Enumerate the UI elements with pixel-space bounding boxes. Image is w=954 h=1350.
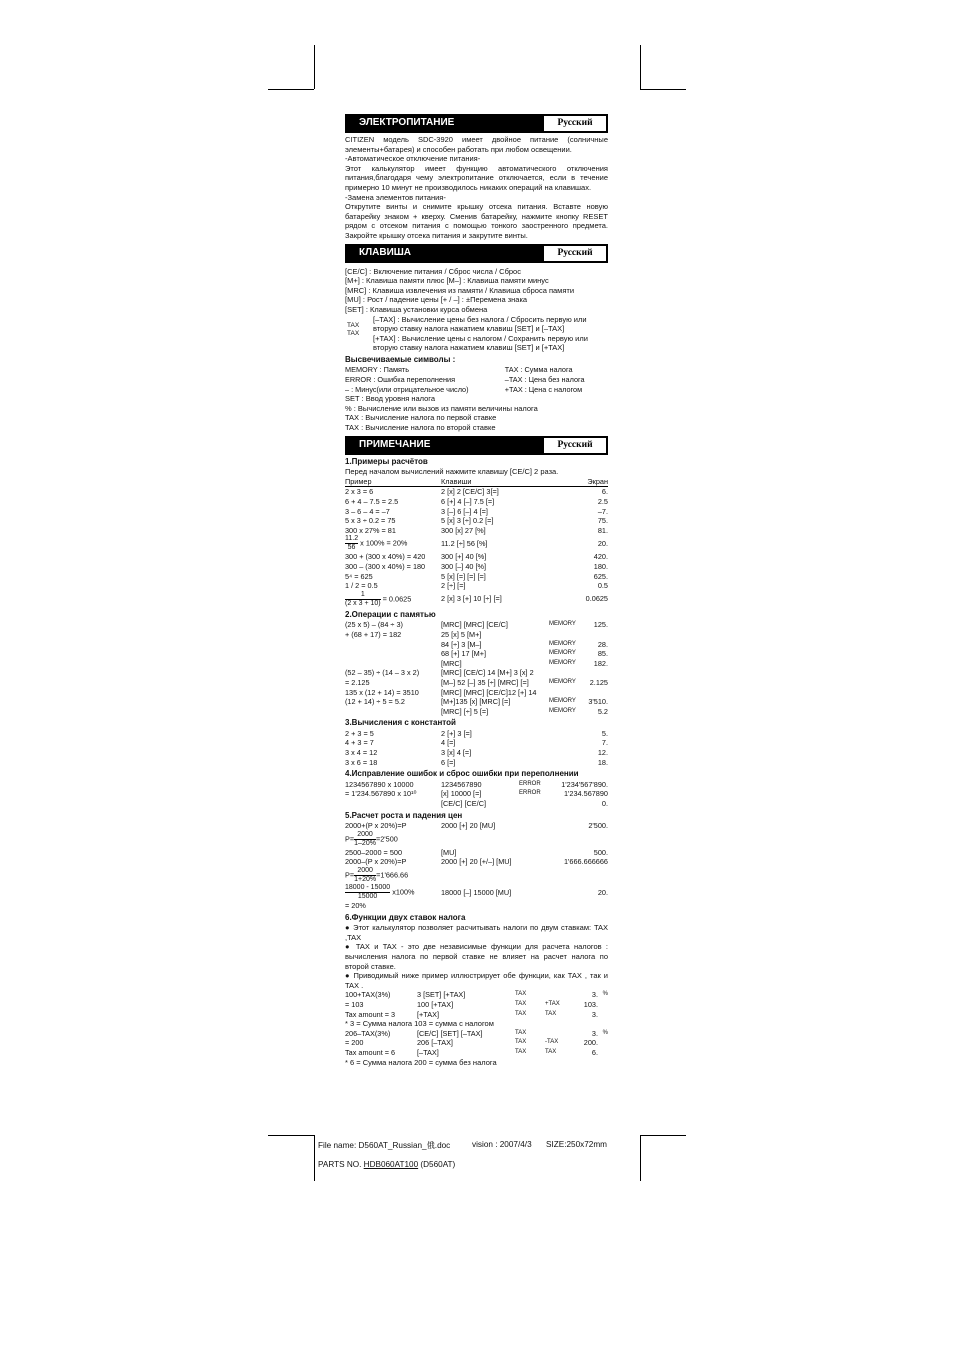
keys: 2000 [+] 20 [+/–] [MU] [441,857,512,867]
table-row [345,821,608,831]
tax-table [345,990,608,1019]
percent-sign [598,1000,608,1010]
table-row [345,497,608,507]
fraction-numerator: 2000 [357,830,373,838]
expression: (52 – 35) ÷ (14 – 3 x 2) [345,668,420,678]
keys: [MRC] [441,658,462,668]
expression: 206–TAX(3%) [345,1028,391,1038]
table-row [345,707,608,717]
table-row [345,535,608,552]
indicator: +TAX [545,1000,560,1007]
table-row [345,867,608,884]
table-row [345,649,608,659]
key-desc: [M+] : Клавиша памяти плюс [M–] : Клавиша памяти минус [345,276,549,286]
expression: (12 + 14) ÷ 5 = 5.2 [345,697,405,707]
expression: 300 x 27% = 81 [345,525,396,535]
percent-sign: % [602,991,608,998]
keys: [CE/C] [CE/C] [441,799,487,809]
markup-table [345,821,608,910]
keys: 100 [+TAX] [417,999,454,1009]
section-title: ПРИМЕЧАНИЕ [359,438,431,450]
expression: x 100% = 20% [360,538,408,548]
indicator: TAX [515,1010,527,1017]
display: 0.0625 [585,594,608,604]
key-desc: вторую ставку налога нажатием клавиш [SET] и [+TAX] [373,343,565,353]
key-desc: [SET] : Клавиша установки курса обмена [345,304,488,314]
indicator: MEMORY [549,698,576,705]
table-row [345,780,608,790]
table-row [345,678,608,688]
keys: 68 [+] 17 [M+] [441,649,487,659]
keys: 300 [x] 27 [%] [441,525,486,535]
crop-mark-tr-h [640,89,686,90]
fraction-denominator: 1–20% [354,839,376,847]
table-row [345,1000,608,1010]
keys: [MU] [441,847,457,857]
symbol-desc: –TAX : Цена без налога [504,375,585,385]
tax-label: TAX [347,329,360,337]
table-row [345,799,608,809]
indicator [519,799,547,809]
expression: 1 / 2 = 0.5 [345,581,378,591]
table-row [345,516,608,526]
indicator: MEMORY [549,707,576,714]
section-header-keys [345,244,608,263]
table-row [345,507,608,517]
section-title: ЭЛЕКТРОПИТАНИЕ [359,117,455,128]
indicator: MEMORY [549,659,576,666]
indicator: -TAX [545,1039,559,1046]
expression: 100+TAX(3%) [345,990,391,1000]
expression: Tax amount = 6 [345,1047,396,1057]
symbol-desc: +TAX : Цена с налогом [504,384,583,394]
example-heading: 2.Операции с памятью [345,609,436,619]
expression: 6 + 4 – 7.5 = 2.5 [345,497,399,506]
indicator: MEMORY [549,621,576,628]
table-row [345,591,608,608]
language-label: Русский [543,115,607,132]
power-paragraph: Открутите винты и снимите крышку отсека питания. Вставте новую батарейку знаком + кверху. Сменив батарейку, нажмите кнопку RESET рядом с отсеком питания с помощью тонкого заостренного предмета. Закройте крышку отсека питания и закрутите винты. [345,202,608,240]
fraction [345,535,358,552]
table-row [345,688,608,698]
expression: 3 x 6 = 18 [345,757,378,767]
table-row [345,659,608,669]
table-row [345,552,608,562]
crop-mark-tl-v [314,45,315,89]
symbol-desc: SET : Ввод уровня налога [345,394,436,404]
expression: P= [345,834,355,844]
keys: 11.2 [÷] 56 [%] [441,539,488,549]
display: 20. [597,887,608,897]
keys: 6 [+] 4 [–] 7.5 [=] [441,497,495,506]
table-row [345,581,608,591]
table-row [345,901,608,911]
table-row [345,729,608,739]
expression: 4 + 3 = 7 [345,738,374,748]
key-desc: [–TAX] : Вычисление цены без налога / Сбросить первую или [373,314,587,324]
keys: 84 [÷] 3 [M–] [441,639,482,649]
display: 420. [593,552,608,562]
fraction-denominator: 15000 [345,892,390,901]
indicator: TAX [515,1039,527,1046]
expression: = 20% [345,901,366,910]
keys: 2 [+] 3 [=] [441,728,472,738]
fraction-numerator: 1 [360,590,365,598]
display: 28. [597,639,608,649]
indicator: TAX [515,1029,527,1036]
indicator: MEMORY [549,650,576,657]
table-row [345,990,608,1000]
expression: = 2.125 [345,677,370,687]
table-row [345,640,608,650]
keys: 206 [–TAX] [417,1038,453,1048]
symbols-table [345,365,608,394]
indicator [549,668,583,678]
examples-rows [345,552,608,590]
expression: 1234567890 x 10000 [345,779,414,789]
column-header: Экран [563,477,608,487]
example-heading: 3.Вычисления с константой [345,718,456,728]
keys: [MRC] [MRC] [CE/C] [441,620,508,630]
display: 85. [597,649,608,659]
expression: = 0.0625 [382,594,412,604]
expression [345,649,441,659]
tax-table [345,1029,608,1058]
display [583,668,608,678]
keys: [x] 10000 [=] [441,789,482,799]
example-heading: 1.Примеры расчётов [345,456,428,466]
fraction-numerator: 11.2 [345,535,359,543]
table-row [345,526,608,536]
keys: 1234567890 [441,779,482,789]
memory-table [345,620,608,716]
display: 5.2 [597,706,608,716]
keys: [M+]135 [x] [MRC] [=] [441,697,511,707]
language-label: Русский [543,437,607,454]
key-desc: [CE/C] : Включение питания / Сброс числа / Сброс [345,266,521,276]
indicator [549,630,583,640]
display [583,630,608,640]
key-desc: [MU] : Рост / падение цены [+ / –] : ±Перемена знака [345,295,528,305]
display: 3. [591,990,598,1000]
tax-key-group [345,315,608,353]
table-row [345,1010,608,1020]
display: 12. [597,748,608,758]
power-paragraph: CITIZEN модель SDC-3920 имеет двойное питание (солничные элементы+батарея) и способен работать при любом освещении. [345,135,608,154]
indicator: MEMORY [549,678,576,685]
indicator [545,990,575,1000]
footer-size: SIZE:250x72mm [546,1140,607,1149]
keys: 2 [÷] [=] [441,581,466,591]
display: 2.125 [589,677,608,687]
crop-mark-br-v [640,1135,641,1181]
keys: 18000 [–] 15000 [MU] [441,887,512,897]
footer-file: File name: D560AT_Russian_俄.doc [318,1141,451,1150]
display: 6. [601,487,608,497]
display: 125. [593,620,608,630]
display: 2.5 [597,497,608,506]
expression: x100% [392,887,415,897]
keys: [MRC] [CE/C] 14 [M+] 3 [x] 2 [441,668,534,678]
table-row [345,620,608,630]
power-paragraph: Этот калькулятор имеет функцию автоматического отключения питания,благодаря чему электропитание отключается, если в течение примерно 10 минут не производилось никаких операций на клавишах. [345,163,608,192]
expression: 2000–(P x 20%)=P [345,857,407,867]
examples-rows [345,487,608,535]
expression [345,640,441,650]
table-row [345,738,608,748]
display: 0.5 [597,581,608,591]
percent-sign [598,1038,608,1048]
keys: 300 [–] 40 [%] [441,561,487,571]
display [583,688,608,698]
table-row [345,562,608,572]
language-label: Русский [543,245,607,262]
percent-sign [598,1010,608,1020]
expression: 2 + 3 = 5 [345,728,374,738]
display: 7. [601,738,608,748]
display: 75. [597,516,608,526]
display: 3. [591,1009,598,1019]
display: 0. [601,799,608,809]
table-row [345,758,608,768]
examples-table [345,477,608,608]
expression: 300 + (300 x 40%) = 420 [345,552,426,562]
indicator: TAX [515,991,527,998]
indicator: MEMORY [549,640,576,647]
expression: 5⁴ = 625 [345,571,373,581]
example-heading: 5.Расчет роста и падения цен [345,810,463,820]
expression: 3 – 6 – 4 = –7 [345,506,390,516]
display: 500. [593,847,608,857]
crop-mark-bl-v [314,1135,315,1181]
expression: 135 x (12 + 14) = 3510 [345,687,419,697]
keys: 25 [x] 5 [M+] [441,629,482,639]
section-header-power [345,114,608,133]
symbol-desc: – : Минус(или отрицательное число) [345,384,469,394]
keys: 2 [x] 3 [+] 10 [÷] [=] [441,594,502,604]
parts-label: PARTS NO. [318,1160,362,1169]
table-row [345,630,608,640]
table-row [345,697,608,707]
keys: 4 [=] [441,738,456,748]
display: 18. [597,757,608,767]
key-desc: [MRC] : Клавиша извлечения из памяти / Клавиша сброса памяти [345,285,575,295]
expression [345,707,441,717]
expression: = 103 [345,999,364,1009]
display: 1'666.666666 [563,857,608,867]
keys: [+TAX] [417,1009,439,1019]
keys: [M–] 52 [–] 35 [÷] [MRC] [=] [441,677,529,687]
keys: 3 [x] 4 [=] [441,748,472,758]
expression: =2'500 [375,834,398,844]
expression: = 1'234.567890 x 10¹⁰ [345,789,417,799]
indicator [549,688,583,698]
table-row [345,1029,608,1039]
indicator [545,1029,575,1039]
table-row [345,1048,608,1058]
table-row [345,857,608,867]
display: 2'500. [588,821,608,831]
indicator: TAX [545,1010,557,1017]
indicator: ERROR [519,780,541,787]
table-row [345,668,608,678]
table-row [345,572,608,582]
keys: 3 [SET] [+TAX] [417,990,466,1000]
expression: 2500–2000 = 500 [345,847,403,857]
key-desc: [+TAX] : Вычисление цены с налогом / Сохранить первую или [373,333,588,343]
display: 5. [601,728,608,738]
key-desc: вторую ставку налога нажатием клавиш [SET] и [–TAX] [373,324,565,334]
expression [345,659,441,669]
tax-label: TAX [347,321,360,329]
display: 103. [583,999,598,1009]
display: 1'234.567890 [563,789,608,799]
tax-bullet: ● Приводимый ниже пример иллюстрирует обе функции, как TAX , так и TAX . [345,971,608,990]
parts-model: (D560AT) [420,1160,456,1169]
display: 6. [591,1047,598,1057]
expression: = 200 [345,1038,364,1048]
expression: P= [345,870,355,880]
symbol-desc: TAX : Вычисление налога по второй ставке [345,423,496,433]
expression: + (68 + 17) = 182 [345,629,402,639]
symbol-desc: MEMORY : Память [345,365,410,375]
indicator: TAX [515,1000,527,1007]
keys: 3 [–] 6 [–] 4 [=] [441,506,488,516]
table-row [345,831,608,848]
column-header: Пример [345,477,441,487]
table-row [345,748,608,758]
fraction-denominator: 56 [345,543,358,552]
display: 180. [593,561,608,571]
crop-mark-br-h [640,1135,686,1136]
column-header: Клавиши [441,477,563,487]
footer-parts [318,1160,455,1169]
constant-table [345,729,608,767]
example-heading: 6.Функции двух ставок налога [345,912,466,922]
error-table [345,780,608,809]
table-row [345,884,608,901]
fraction-denominator: 1+20% [354,876,377,883]
display: 3'510. [588,697,608,707]
display: 625. [593,571,608,581]
expression: 2 x 3 = 6 [345,487,374,497]
fraction [354,831,376,848]
percent-sign [598,1048,608,1058]
display: 20. [597,539,608,549]
fraction [345,591,381,608]
crop-mark-bl-h [268,1135,314,1136]
keys: [MRC] [MRC] [CE/C]12 [+] 14 [441,687,537,697]
expression: =1'666.66 [376,870,409,880]
crop-mark-tr-v [640,45,641,89]
display: 182. [593,658,608,668]
symbol-desc: TAX : Сумма налога [504,365,573,375]
keys: 2 [x] 2 [CE/C] 3[=] [441,487,499,497]
keys: [CE/C] [SET] [–TAX] [417,1028,483,1038]
expression: Tax amount = 3 [345,1009,396,1019]
table-row [345,487,608,497]
table-row [345,789,608,799]
power-subheading: -Замена элементов питания- [345,192,446,202]
crop-mark-tl-h [268,89,314,90]
tax-note: * 6 = Сумма налога 200 = сумма без налога [345,1057,497,1067]
display: 1'234'567'890. [561,779,608,789]
symbols-heading: Высвечиваемые символы : [345,354,456,364]
fraction-denominator: (2 x 3 + 10) [345,599,381,607]
table-row [345,848,608,858]
display: 3. [591,1028,598,1038]
section-header-notes [345,436,608,455]
percent-sign: % [602,1029,608,1036]
example-intro: Перед началом вычислений нажмите клавишу [CE/C] 2 раза. [345,467,559,477]
keys: 6 [=] [441,757,456,767]
indicator: ERROR [519,790,541,797]
power-subheading: -Автоматическое отключение питания- [345,154,481,164]
keys: 5 [x] [=] [=] [=] [441,571,486,581]
display: –7. [597,506,608,516]
fraction [345,884,390,901]
fraction-numerator: 2000 [357,867,373,874]
keys: [MRC] [÷] 5 [=] [441,706,489,716]
fraction [354,867,376,884]
expression: 300 – (300 x 40%) = 180 [345,561,426,571]
expression: 2000+(P x 20%)=P [345,821,407,831]
parts-number: HDB060AT100 [363,1160,419,1169]
keys: 5 [x] 3 [÷] 0.2 [=] [441,516,494,526]
keys: [–TAX] [417,1047,439,1057]
display: 81. [597,525,608,535]
expression [345,799,441,809]
fraction-numerator: 18000 - 15000 [345,884,391,891]
footer-version: vision : 2007/4/3 [472,1140,532,1149]
symbol-desc: ERROR : Ошибка переполнения [345,375,456,385]
section-title: КЛАВИША [359,246,412,258]
keys: 300 [+] 40 [%] [441,552,487,562]
manual-column [345,114,608,1067]
tax-bullet: ● TAX и TAX - это две независимые функции для расчета налогов : вычисления налога по первой ставке не влияет на расчет налога по второй ставке. [345,942,608,971]
display: 200. [583,1038,598,1048]
indicator: TAX [545,1048,557,1055]
tax-bullet: ● Этот калькулятор позволяет расчитывать налоги по двум ставкам: TAX ,TAX [345,923,608,942]
table-row [345,1038,608,1048]
expression: 5 x 3 ÷ 0.2 = 75 [345,516,396,526]
expression: (25 x 5) – (84 ÷ 3) [345,620,403,630]
symbol-desc: TAX : Вычисление налога по первой ставке [345,413,497,423]
keys: 2000 [+] 20 [MU] [441,821,496,831]
indicator: TAX [515,1048,527,1055]
example-heading: 4.Исправление ошибок и сброс ошибки при переполнении [345,769,579,779]
expression: 3 x 4 = 12 [345,748,378,758]
tax-note: * 3 = Сумма налога 103 = сумма с налогом [345,1019,494,1029]
symbol-desc: % : Вычисление или вызов из памяти величины налога [345,403,538,413]
